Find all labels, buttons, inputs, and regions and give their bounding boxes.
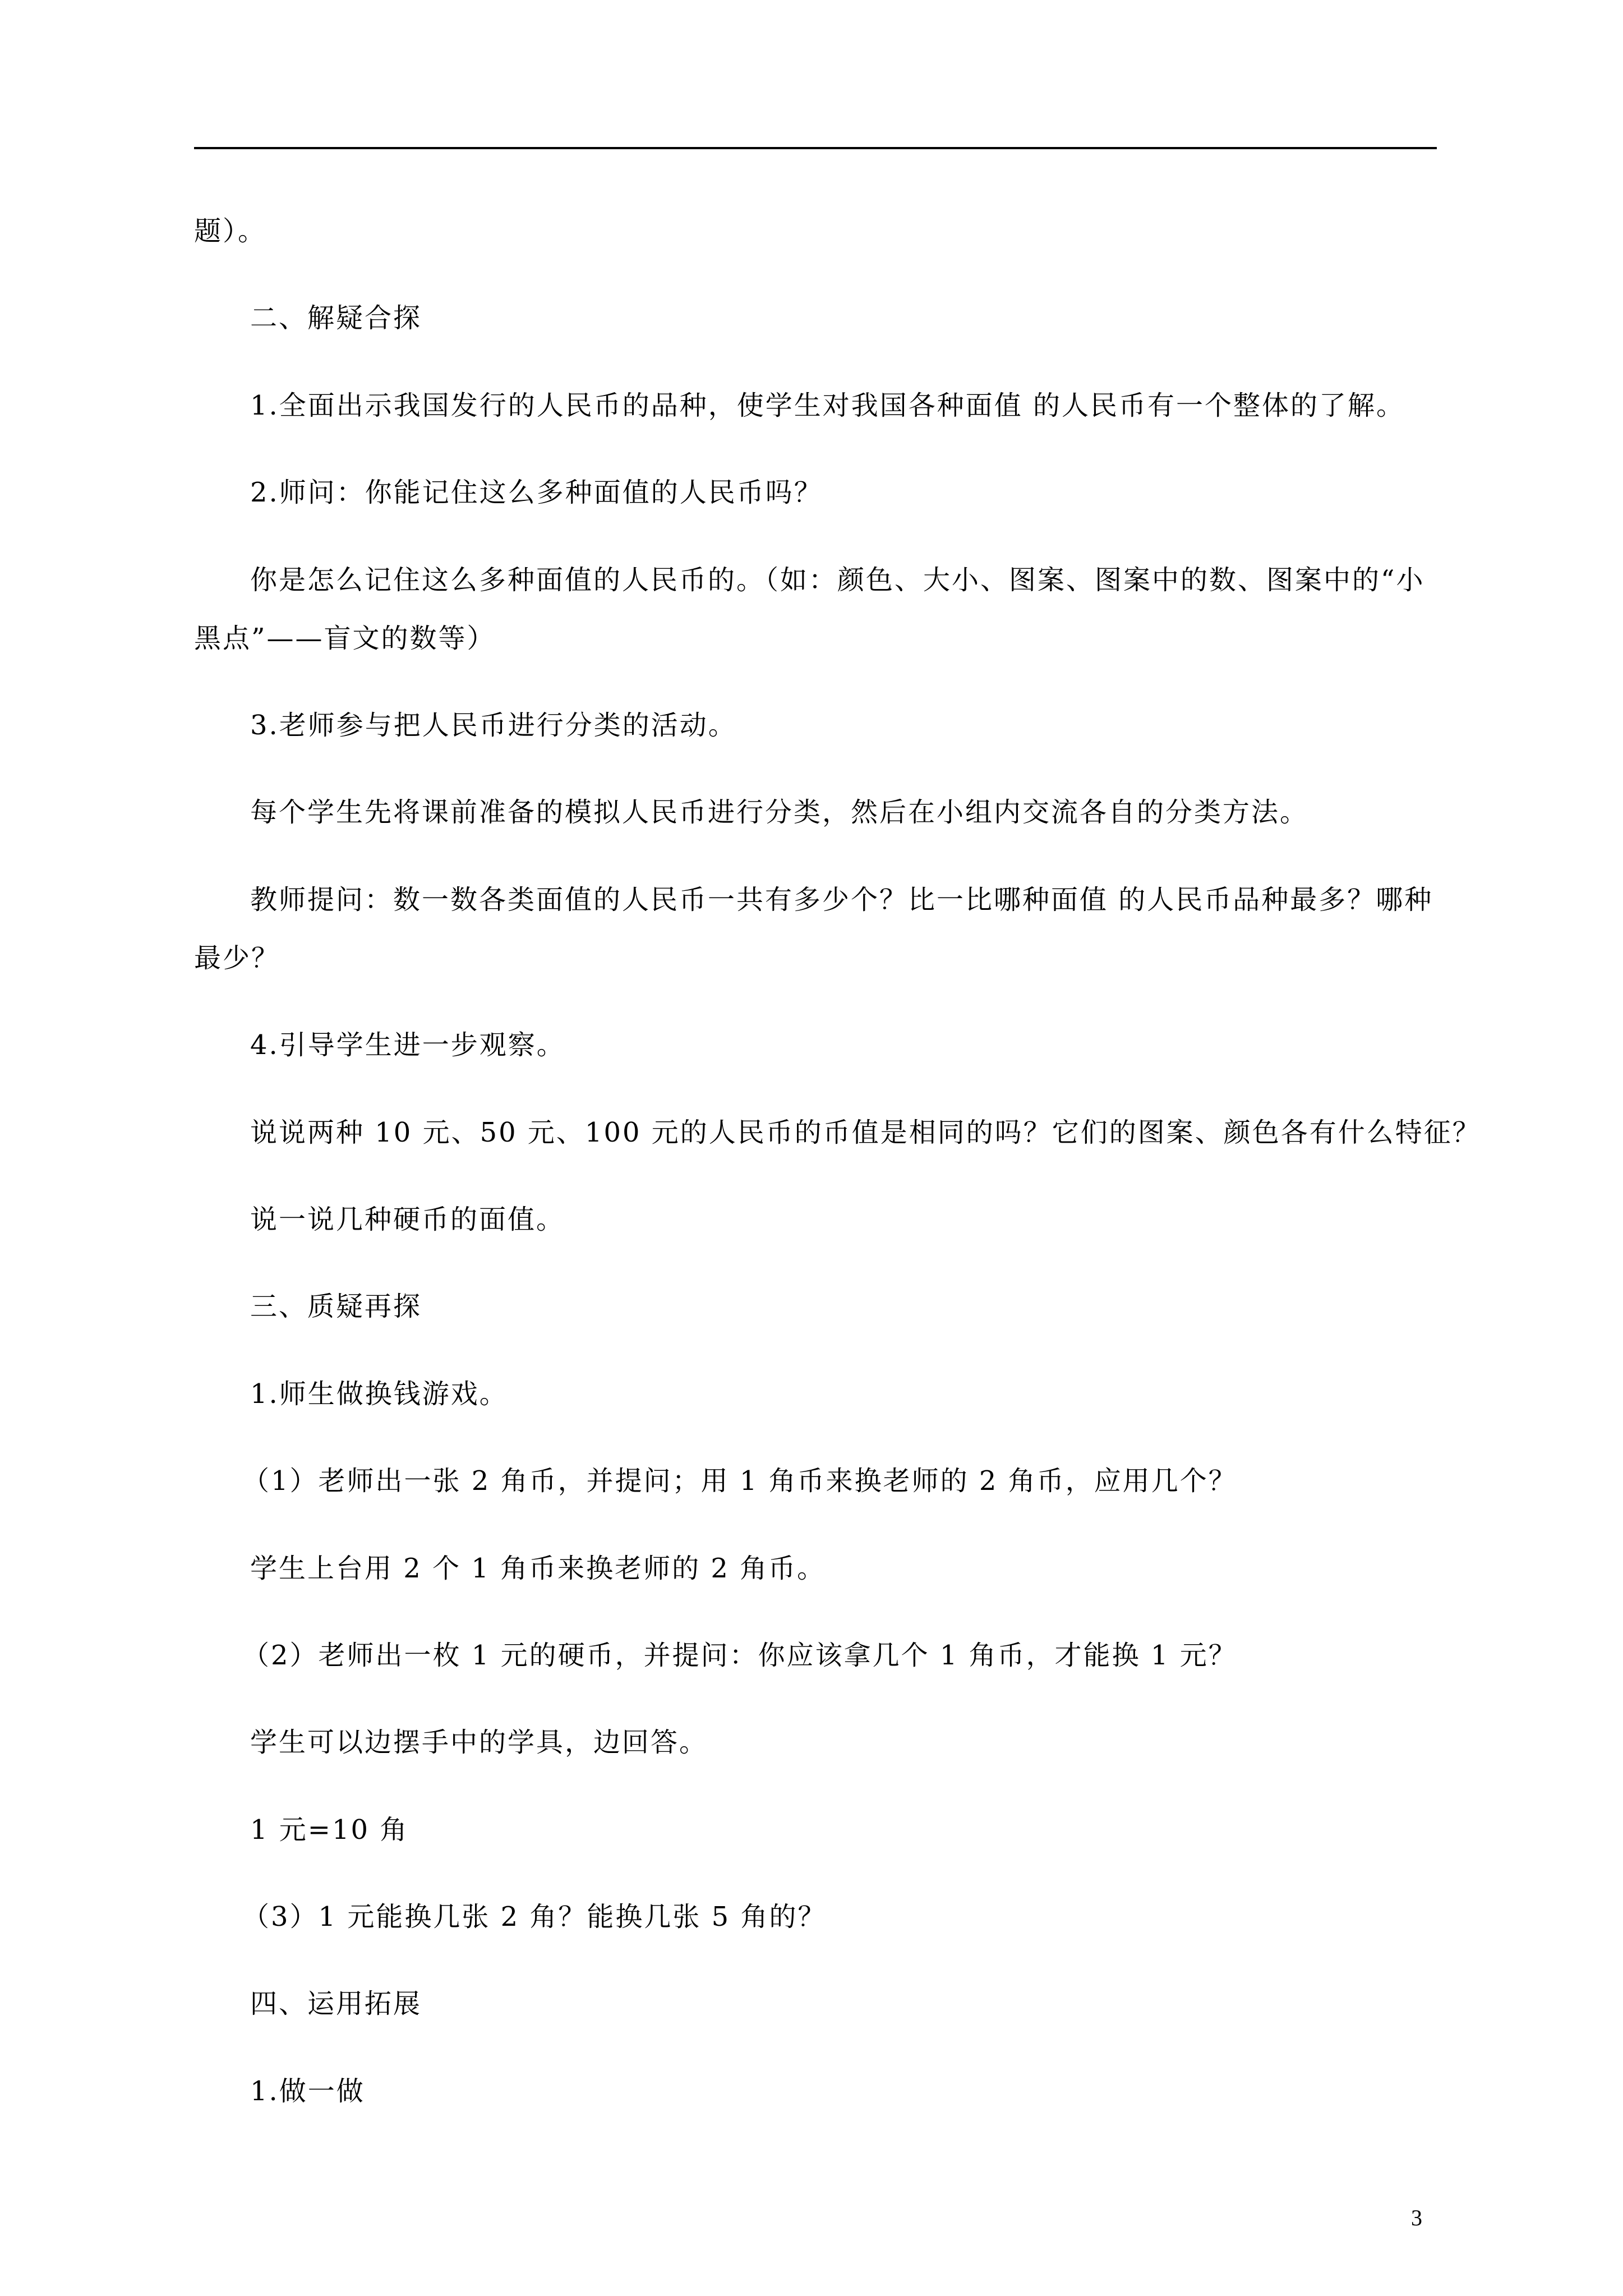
text-line: （3）1 元能换几张 2 角？能换几张 5 角的？: [242, 1901, 827, 1932]
text-line: 1.做一做: [250, 2076, 365, 2107]
text-line: 最少？: [194, 942, 280, 974]
text-line: 学生上台用 2 个 1 角币来换老师的 2 角币。: [250, 1553, 826, 1584]
text-line: 教师提问：数一数各类面值的人民币一共有多少个？比一比哪种面值 的人民币品种最多？哪种: [250, 884, 1433, 915]
text-line: （2）老师出一枚 1 元的硬币，并提问：你应该拿几个 1 角币，才能换 1 元？: [242, 1640, 1237, 1671]
section-heading: 三、质疑再探: [250, 1291, 422, 1322]
section-heading: 二、解疑合探: [250, 302, 422, 334]
text-line: 4.引导学生进一步观察。: [250, 1029, 565, 1061]
text-line: 2.师问：你能记住这么多种面值的人民币吗？: [250, 477, 823, 508]
text-line: 1.师生做换钱游戏。: [250, 1378, 508, 1410]
text-line: 1 元=10 角: [250, 1814, 409, 1846]
page-number: 3: [1411, 2205, 1422, 2230]
header-rule: [194, 147, 1437, 149]
text-line: 你是怎么记住这么多种面值的人民币的。（如：颜色、大小、图案、图案中的数、图案中的“小: [250, 564, 1425, 596]
text-line: 黑点”——盲文的数等）: [194, 623, 496, 654]
text-line: 说说两种 10 元、50 元、100 元的人民币的币值是相同的吗？它们的图案、颜色各有什么特征？: [250, 1117, 1481, 1148]
text-line: 题）。: [194, 215, 267, 247]
section-heading: 四、运用拓展: [250, 1988, 422, 2019]
text-line: 说一说几种硬币的面值。: [250, 1204, 565, 1235]
text-line: （1）老师出一张 2 角币，并提问；用 1 角币来换老师的 2 角币，应用几个？: [242, 1465, 1237, 1497]
text-line: 3.老师参与把人民币进行分类的活动。: [250, 710, 737, 741]
text-line: 每个学生先将课前准备的模拟人民币进行分类，然后在小组内交流各自的分类方法。: [250, 797, 1309, 828]
text-line: 学生可以边摆手中的学具，边回答。: [250, 1727, 708, 1758]
text-line: 1.全面出示我国发行的人民币的品种，使学生对我国各种面值 的人民币有一个整体的了解。: [250, 390, 1405, 421]
